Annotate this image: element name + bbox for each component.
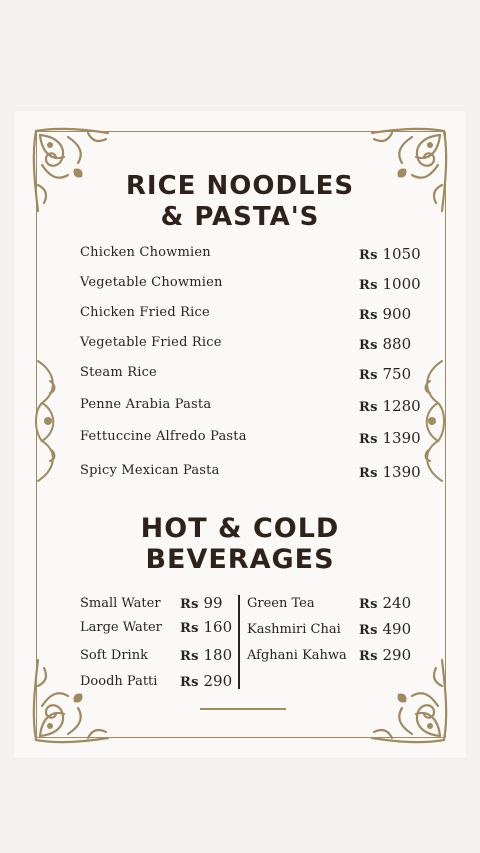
price-value: 160: [203, 618, 233, 636]
price-value: 900: [382, 305, 412, 323]
menu-item-price: [359, 365, 411, 383]
price-value: 240: [382, 594, 412, 612]
price-value: 180: [203, 646, 233, 664]
beverage-item-row: [247, 646, 412, 664]
currency-label: Rs: [359, 432, 378, 447]
price-value: 290: [382, 646, 412, 664]
price-value: 1390: [382, 429, 421, 447]
currency-label: Rs: [359, 368, 378, 383]
currency-label: Rs: [359, 278, 378, 293]
currency-label: Rs: [359, 308, 378, 323]
beverage-item-price: [359, 646, 411, 664]
section-title-line: RICE NOODLES: [125, 171, 355, 201]
bottom-divider: [200, 708, 286, 710]
currency-label: Rs: [359, 400, 378, 415]
price-value: 1050: [382, 245, 421, 263]
beverage-item-row: [80, 594, 223, 612]
currency-label: Rs: [359, 466, 378, 481]
currency-label: Rs: [180, 597, 199, 612]
currency-label: Rs: [359, 248, 378, 263]
menu-item-price: [359, 463, 421, 481]
price-value: 490: [382, 620, 412, 638]
beverage-item-row: [80, 646, 233, 664]
currency-label: Rs: [359, 338, 378, 353]
beverage-item-price: [359, 594, 411, 612]
menu-item-name: Vegetable Chowmien: [80, 275, 223, 290]
menu-item-name: Penne Arabia Pasta: [80, 397, 212, 412]
menu-item-name: Chicken Fried Rice: [80, 305, 210, 320]
section-title-rice-noodles: [14, 171, 466, 233]
price-value: 750: [382, 365, 412, 383]
beverage-item-row: [247, 594, 412, 612]
column-divider: [238, 595, 240, 689]
currency-label: Rs: [359, 649, 378, 664]
menu-item-name: Chicken Chowmien: [80, 245, 211, 260]
menu-item-price: [359, 335, 411, 353]
beverage-item-price: [359, 620, 411, 638]
beverage-item-name: Afghani Kahwa: [247, 648, 347, 663]
beverage-item-name: Large Water: [80, 620, 162, 635]
price-value: 880: [382, 335, 412, 353]
beverage-item-price: [180, 618, 232, 636]
menu-item-price: [359, 275, 421, 293]
currency-label: Rs: [180, 649, 199, 664]
currency-label: Rs: [359, 597, 378, 612]
menu-item-price: [359, 397, 421, 415]
currency-label: Rs: [180, 675, 199, 690]
beverage-item-name: Soft Drink: [80, 648, 148, 663]
beverage-item-row: [80, 672, 233, 690]
menu-item-name: Fettuccine Alfredo Pasta: [80, 429, 247, 444]
currency-label: Rs: [359, 623, 378, 638]
menu-item-price: [359, 245, 421, 263]
menu-card: [14, 111, 466, 758]
beverage-item-row: [247, 620, 412, 638]
side-flourish-left-icon: [28, 351, 68, 491]
menu-item-name: Vegetable Fried Rice: [80, 335, 222, 350]
section-title-line: & PASTA'S: [160, 202, 320, 232]
beverage-item-name: Doodh Patti: [80, 674, 158, 689]
menu-item-price: [359, 305, 411, 323]
menu-item-name: Steam Rice: [80, 365, 157, 380]
menu-item-price: [359, 429, 421, 447]
beverage-item-row: [80, 618, 233, 636]
section-title-line: HOT & COLD: [140, 513, 340, 544]
beverage-item-name: Kashmiri Chai: [247, 622, 341, 637]
beverage-item-price: [180, 594, 223, 612]
price-value: 1280: [382, 397, 421, 415]
price-value: 1000: [382, 275, 421, 293]
price-value: 1390: [382, 463, 421, 481]
menu-item-name: Spicy Mexican Pasta: [80, 463, 220, 478]
corner-flourish-bottom-left-icon: [28, 653, 118, 748]
beverage-item-name: Small Water: [80, 596, 161, 611]
beverage-item-price: [180, 672, 232, 690]
price-value: 99: [203, 594, 223, 612]
corner-flourish-bottom-right-icon: [362, 653, 452, 748]
section-title-beverages: [14, 513, 466, 575]
beverage-item-name: Green Tea: [247, 596, 315, 611]
price-value: 290: [203, 672, 233, 690]
currency-label: Rs: [180, 621, 199, 636]
section-title-line: BEVERAGES: [145, 544, 335, 575]
beverage-item-price: [180, 646, 232, 664]
